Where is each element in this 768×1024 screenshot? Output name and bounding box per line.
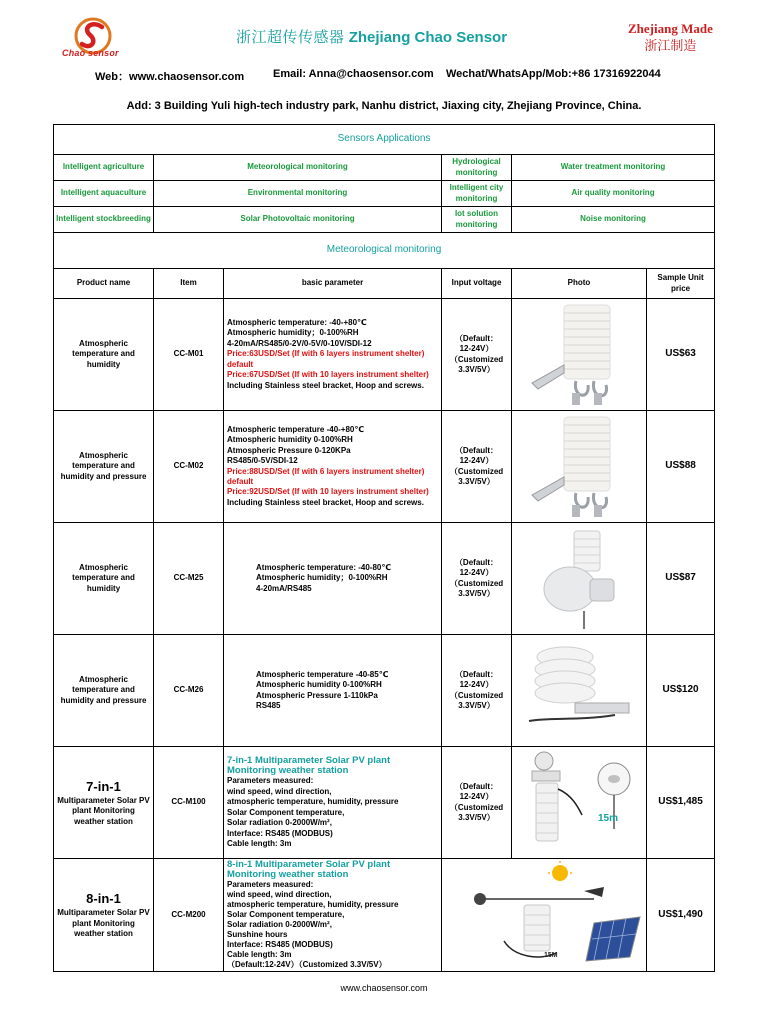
app-cell: Solar Photovoltaic monitoring bbox=[154, 207, 442, 233]
product-photo bbox=[512, 411, 647, 523]
unit-price: US$87 bbox=[647, 523, 715, 635]
app-cell: Noise monitoring bbox=[512, 207, 715, 233]
product-name-text: Multiparameter Solar PV plant Monitoring weather station bbox=[57, 795, 150, 826]
price-note: Price:67USD/Set (If with 10 layers instrument shelter) bbox=[227, 370, 429, 380]
product-name: Atmospheric temperature and humidity bbox=[54, 523, 154, 635]
product-name: Atmospheric temperature and humidity and pressure bbox=[54, 411, 154, 523]
web-address[interactable]: Web：www.chaosensor.com bbox=[95, 71, 245, 83]
param-line: Solar radiation 0-2000W/m², bbox=[227, 818, 332, 828]
compact-shield-photo-icon bbox=[524, 525, 634, 633]
product-params bbox=[224, 523, 442, 635]
section-title: Meteorological monitoring bbox=[54, 233, 715, 269]
app-row bbox=[54, 181, 715, 207]
footer-url[interactable]: www.chaosensor.com bbox=[340, 983, 428, 993]
voltage-line: （Default： bbox=[454, 557, 499, 567]
input-voltage bbox=[442, 299, 512, 411]
voltage-line: （Default： bbox=[454, 333, 499, 343]
param-line: Cable length: 3m bbox=[227, 950, 292, 959]
param-line: RS485/0-5V/SDI-12 bbox=[227, 456, 298, 466]
voltage-line: （Default： bbox=[454, 781, 499, 791]
param-line: Solar radiation 0-2000W/m², bbox=[227, 920, 332, 929]
unit-price: US$1,485 bbox=[647, 747, 715, 859]
voltage-line: （Customized bbox=[449, 578, 504, 588]
voltage-line: 12-24V） bbox=[459, 456, 494, 466]
title-en: Zhejiang Chao Sensor bbox=[348, 29, 508, 46]
voltage-line: （Customized bbox=[449, 466, 504, 476]
product-name-text: Multiparameter Solar PV plant Monitoring weather station bbox=[57, 908, 150, 939]
param-line: wind speed, wind direction, bbox=[227, 786, 332, 796]
param-line: Cable length: 3m bbox=[227, 838, 292, 848]
unit-price: US$1,490 bbox=[647, 859, 715, 972]
col-header-name: Product name bbox=[54, 269, 154, 299]
param-line: Atmospheric temperature -40-+80℃ bbox=[227, 424, 365, 434]
product-table bbox=[53, 124, 715, 972]
title-cn: 浙江超传传感器 bbox=[236, 28, 345, 46]
company-address: Add: 3 Building Yuli high-tech industry park, Nanhu district, Jiaxing city, Zhejiang Province, China. bbox=[126, 100, 642, 112]
app-cell: Intelligent city monitoring bbox=[442, 181, 512, 207]
app-cell: Air quality monitoring bbox=[512, 181, 715, 207]
table-row bbox=[54, 635, 715, 747]
voltage-line: （Customized bbox=[449, 802, 504, 812]
radiation-shield-photo-icon bbox=[524, 301, 634, 409]
param-line: Interface: RS485 (MODBUS) bbox=[227, 828, 333, 838]
product-photo bbox=[512, 523, 647, 635]
product-item: CC-M01 bbox=[154, 299, 224, 411]
voltage-line: 3.3V/5V） bbox=[458, 364, 495, 374]
product-name: Atmospheric temperature and humidity bbox=[54, 299, 154, 411]
input-voltage bbox=[442, 635, 512, 747]
voltage-line: 12-24V） bbox=[459, 680, 494, 690]
voltage-line: 12-24V） bbox=[459, 568, 494, 578]
product-name bbox=[54, 747, 154, 859]
product-name bbox=[54, 859, 154, 972]
param-line: Solar Component temperature, bbox=[227, 807, 345, 817]
param-line: Atmospheric temperature: -40-+80℃ bbox=[227, 318, 367, 328]
app-cell: Hydrological monitoring bbox=[442, 155, 512, 181]
voltage-line: 12-24V） bbox=[459, 344, 494, 354]
applications-title: Sensors Applications bbox=[54, 125, 715, 155]
input-voltage bbox=[442, 411, 512, 523]
col-header-item: Item bbox=[154, 269, 224, 299]
voltage-line: 3.3V/5V） bbox=[458, 700, 495, 710]
param-line: Including Stainless steel bracket, Hoop and screws. bbox=[227, 497, 424, 507]
app-cell: Iot solution monitoring bbox=[442, 207, 512, 233]
unit-price: US$88 bbox=[647, 411, 715, 523]
param-line: atmospheric temperature, humidity, pressure bbox=[227, 797, 399, 807]
param-line: Atmospheric humidity 0-100%RH bbox=[227, 435, 353, 445]
voltage-line: 3.3V/5V） bbox=[458, 812, 495, 822]
page-title bbox=[236, 26, 507, 47]
product-photo bbox=[512, 635, 647, 747]
input-voltage bbox=[442, 523, 512, 635]
app-cell: Intelligent agriculture bbox=[54, 155, 154, 181]
unit-price: US$120 bbox=[647, 635, 715, 747]
input-voltage bbox=[442, 747, 512, 859]
price-note: Price:63USD/Set (If with 6 layers instrument shelter) default bbox=[227, 349, 425, 369]
product-subtitle: 7-in-1 Multiparameter Solar PV plant Monitoring weather station bbox=[227, 754, 391, 777]
app-cell: Environmental monitoring bbox=[154, 181, 442, 207]
param-line: Atmospheric humidity；0-100%RH bbox=[256, 573, 388, 583]
product-params bbox=[224, 635, 442, 747]
logo-text: Chao sensor bbox=[62, 48, 119, 58]
product-item: CC-M25 bbox=[154, 523, 224, 635]
voltage-line: （Customized bbox=[449, 690, 504, 700]
param-line: atmospheric temperature, humidity, pressure bbox=[227, 900, 399, 909]
col-header-photo: Photo bbox=[512, 269, 647, 299]
product-item: CC-M26 bbox=[154, 635, 224, 747]
param-line: Including Stainless steel bracket, Hoop and screws. bbox=[227, 380, 424, 390]
param-line: Solar Component temperature, bbox=[227, 910, 345, 919]
product-name: Atmospheric temperature and humidity and pressure bbox=[54, 635, 154, 747]
made-cn: 浙江制造 bbox=[644, 39, 697, 54]
param-line: Atmospheric Pressure 1-110kPa bbox=[256, 690, 378, 700]
app-row bbox=[54, 155, 715, 181]
weather-station-photo-icon bbox=[512, 749, 646, 857]
product-item: CC-M02 bbox=[154, 411, 224, 523]
table-row bbox=[54, 411, 715, 523]
param-line: Atmospheric temperature -40-85℃ bbox=[256, 669, 389, 679]
voltage-line: （Default： bbox=[454, 445, 499, 455]
product-params bbox=[224, 411, 442, 523]
cable-length-label: 15M bbox=[544, 952, 558, 959]
stacked-shield-photo-icon bbox=[519, 637, 639, 745]
param-line: RS485 bbox=[256, 700, 281, 710]
table-row bbox=[54, 299, 715, 411]
param-line: Atmospheric temperature: -40-80℃ bbox=[256, 562, 392, 572]
col-header-voltage: Input voltage bbox=[442, 269, 512, 299]
voltage-line: 3.3V/5V） bbox=[458, 588, 495, 598]
param-line: 4-20mA/RS485 bbox=[256, 583, 312, 593]
voltage-line: （Customized bbox=[449, 354, 504, 364]
cable-length-label: 15m bbox=[598, 812, 619, 824]
param-line: Atmospheric humidity 0-100%RH bbox=[256, 680, 382, 690]
app-cell: Intelligent aquaculture bbox=[54, 181, 154, 207]
product-params bbox=[224, 747, 442, 859]
param-line: Parameters measured: bbox=[227, 776, 314, 786]
param-line: 4-20mA/RS485/0-2V/0-5V/0-10V/SDI-12 bbox=[227, 338, 372, 348]
col-header-price: Sample Unit price bbox=[647, 269, 715, 299]
product-subtitle: 8-in-1 Multiparameter Solar PV plant Monitoring weather station bbox=[227, 859, 391, 880]
wechat-contact: Wechat/WhatsApp/Mob:+86 17316922044 bbox=[446, 68, 661, 80]
radiation-shield-photo-icon bbox=[524, 413, 634, 521]
product-item: CC-M200 bbox=[154, 859, 224, 972]
voltage-line: 3.3V/5V） bbox=[458, 476, 495, 486]
email-address[interactable]: Email: Anna@chaosensor.com bbox=[273, 68, 434, 80]
param-line: wind speed, wind direction, bbox=[227, 890, 332, 899]
table-row bbox=[54, 523, 715, 635]
product-photo bbox=[512, 299, 647, 411]
product-photo bbox=[512, 747, 647, 859]
param-line: Parameters measured: bbox=[227, 880, 314, 889]
app-cell: Intelligent stockbreeding bbox=[54, 207, 154, 233]
product-params bbox=[224, 299, 442, 411]
price-note: Price:88USD/Set (If with 6 layers instrument shelter) default bbox=[227, 466, 425, 486]
param-line: Atmospheric Pressure 0-120KPa bbox=[227, 445, 351, 455]
app-cell: Meteorological monitoring bbox=[154, 155, 442, 181]
page-header bbox=[0, 0, 768, 120]
weather-station-8in1-photo-icon bbox=[444, 861, 644, 969]
table-row bbox=[54, 747, 715, 859]
col-header-param: basic parameter bbox=[224, 269, 442, 299]
column-header-row bbox=[54, 269, 715, 299]
unit-price: US$63 bbox=[647, 299, 715, 411]
param-line: Atmospheric humidity；0-100%RH bbox=[227, 328, 359, 338]
app-cell: Water treatment monitoring bbox=[512, 155, 715, 181]
param-line: Interface: RS485 (MODBUS) bbox=[227, 940, 333, 949]
product-params bbox=[224, 859, 442, 972]
param-line: （Default:12-24V）（Customized 3.3V/5V） bbox=[227, 960, 387, 969]
app-row bbox=[54, 207, 715, 233]
product-photo bbox=[442, 859, 647, 972]
product-item: CC-M100 bbox=[154, 747, 224, 859]
voltage-line: 12-24V） bbox=[459, 792, 494, 802]
product-big-label: 7-in-1 bbox=[86, 778, 121, 794]
product-big-label: 8-in-1 bbox=[86, 891, 121, 907]
zhejiang-made-badge bbox=[628, 20, 713, 56]
table-row bbox=[54, 859, 715, 972]
made-en: Zhejiang Made bbox=[628, 21, 713, 36]
param-line: Sunshine hours bbox=[227, 930, 288, 939]
price-note: Price:92USD/Set (If with 10 layers instrument shelter) bbox=[227, 487, 429, 497]
voltage-line: （Default： bbox=[454, 669, 499, 679]
